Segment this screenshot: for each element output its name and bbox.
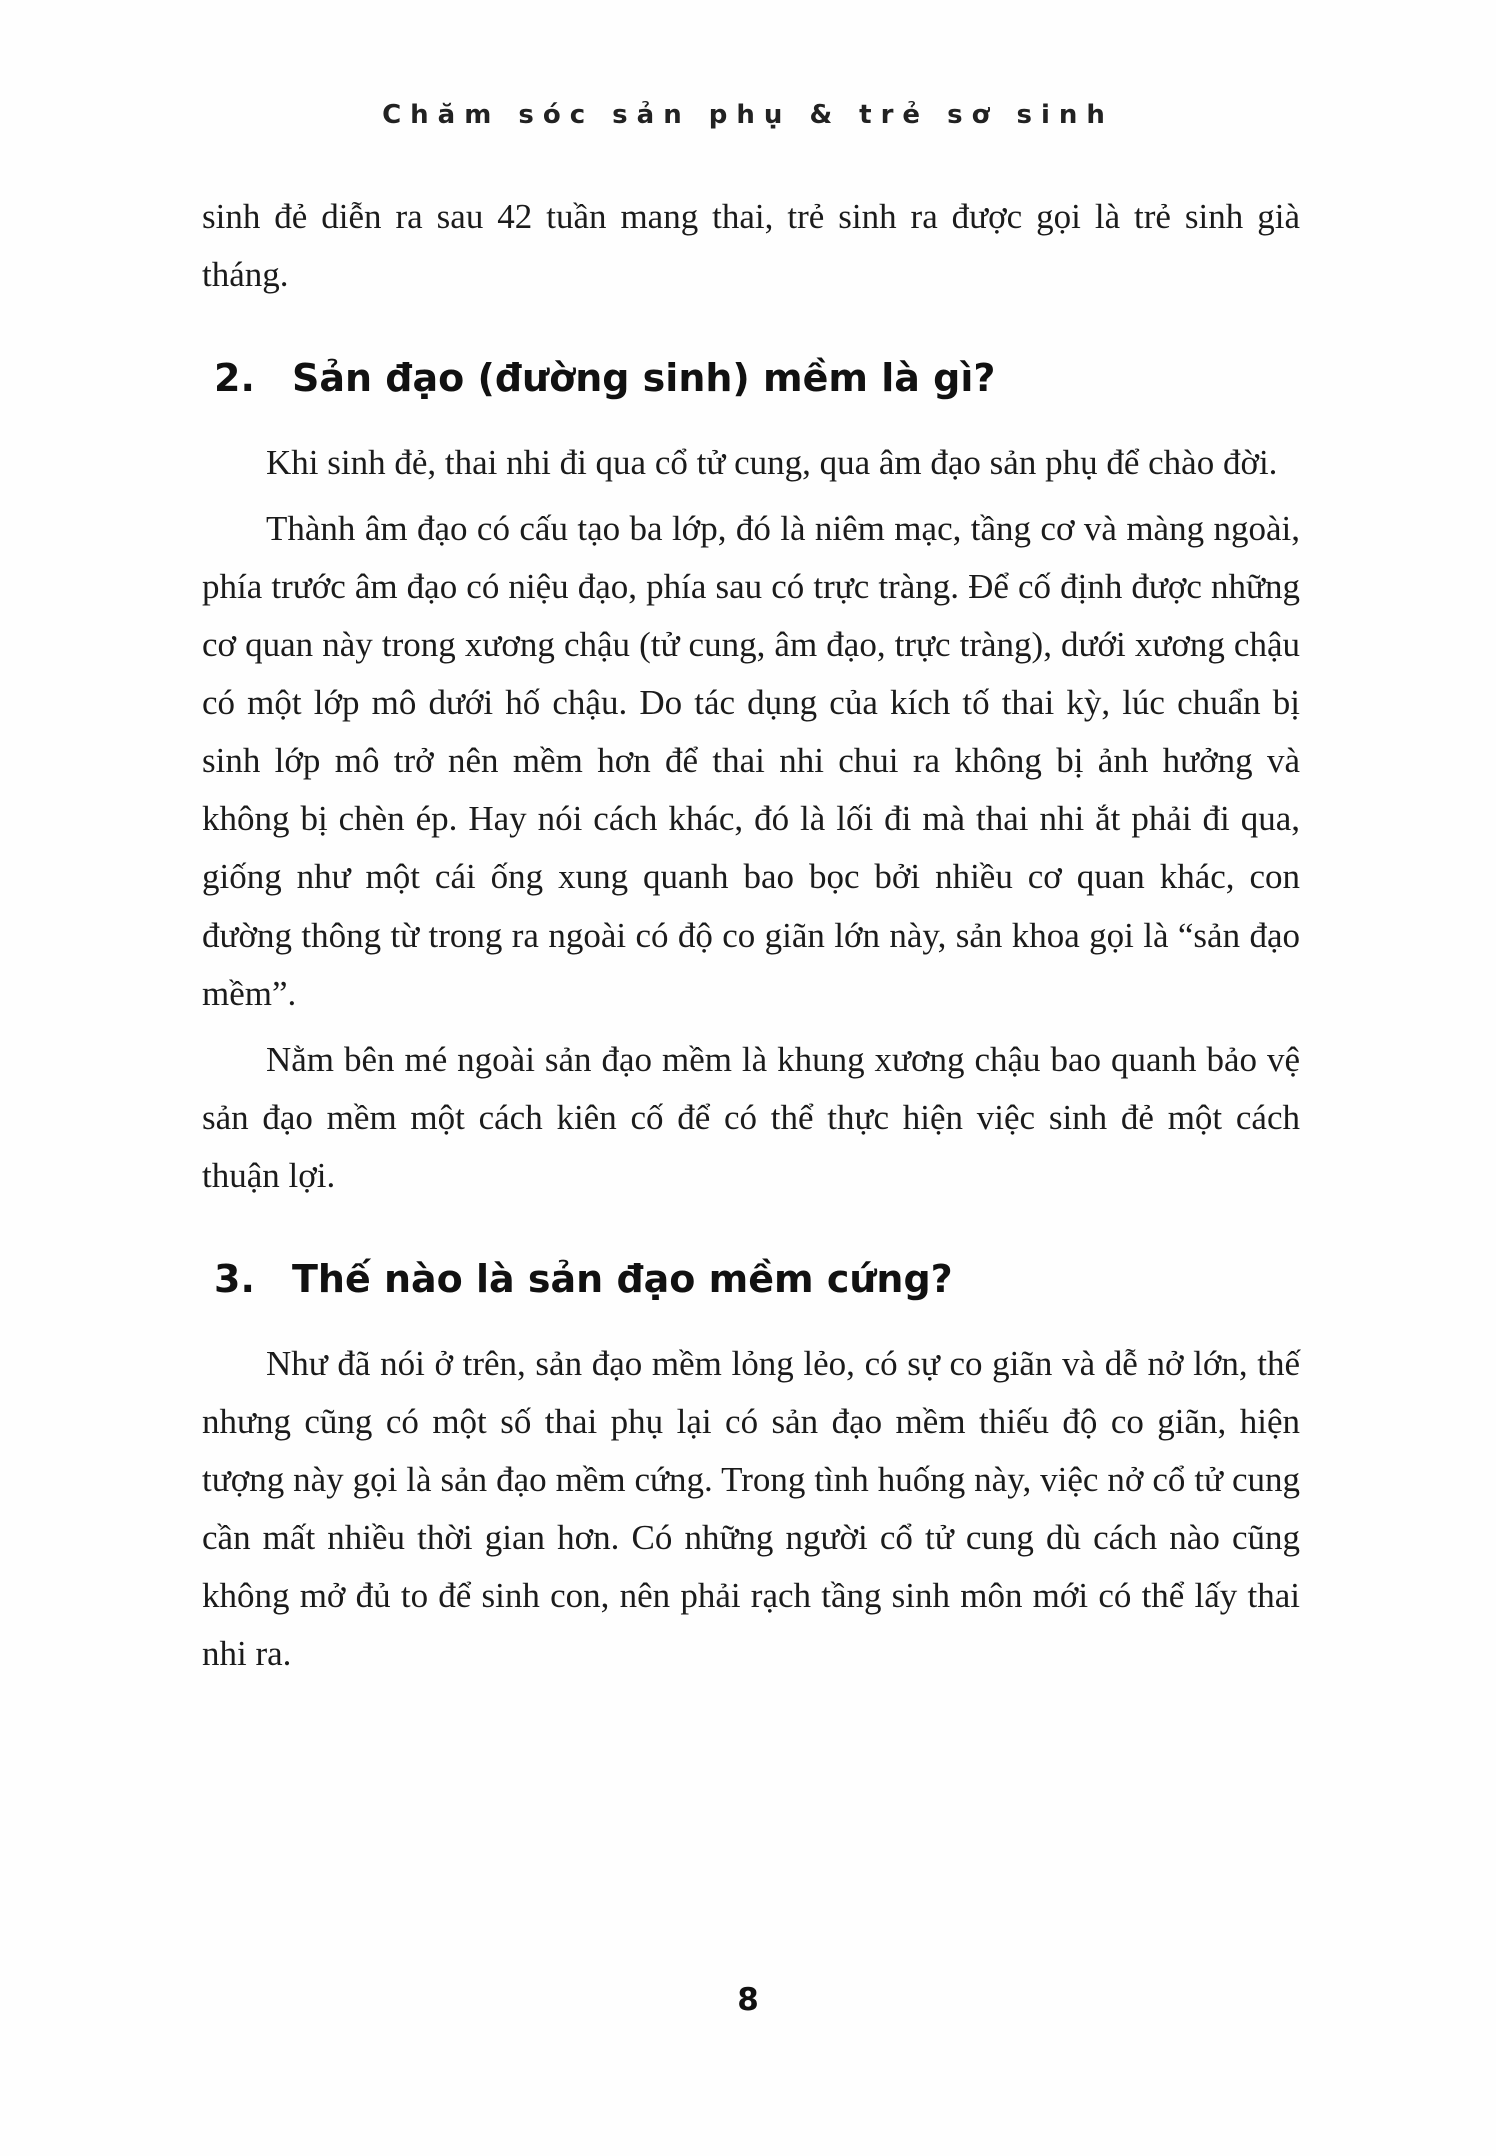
paragraph: Thành âm đạo có cấu tạo ba lớp, đó là niêm mạc, tầng cơ và màng ngoài, phía trước âm đạo có niệu đạo, phía sau có trực tràng. Để cố định được những cơ quan này trong xương chậu (tử cung, âm đạo, trực tràng), dưới xương chậu có một lớp mô dưới hố chậu. Do tác dụng của kích tố thai kỳ, lúc chuẩn bị sinh lớp mô trở nên mềm hơn để thai nhi chui ra không bị ảnh hưởng và không bị chèn ép. Hay nói cách khác, đó là lối đi mà thai nhi ắt phải đi qua, giống như một cái ống xung quanh bao bọc bởi nhiều cơ quan khác, con đường thông từ trong ra ngoài có độ co giãn lớn này, sản khoa gọi là “sản đạo mềm”. [202, 508, 1300, 1013]
running-header: Chăm sóc sản phụ & trẻ sơ sinh [382, 100, 1114, 130]
section-heading-3 [214, 1257, 1300, 1303]
section-title: Sản đạo (đường sinh) mềm là gì? [292, 356, 996, 401]
page-content [202, 188, 1300, 1691]
paragraph: Như đã nói ở trên, sản đạo mềm lỏng lẻo, có sự co giãn và dễ nở lớn, thế nhưng cũng có một số thai phụ lại có sản đạo mềm thiếu độ co giãn, hiện tượng này gọi là sản đạo mềm cứng. Trong tình huống này, việc nở cổ tử cung cần mất nhiều thời gian hơn. Có những người cổ tử cung dù cách nào cũng không mở đủ to để sinh con, nên phải rạch tầng sinh môn mới có thể lấy thai nhi ra. [202, 1343, 1300, 1674]
section-number: 2. [214, 356, 255, 401]
section-title: Thế nào là sản đạo mềm cứng? [292, 1257, 953, 1301]
paragraph: Nằm bên mé ngoài sản đạo mềm là khung xương chậu bao quanh bảo vệ sản đạo mềm một cách kiên cố để có thể thực hiện việc sinh đẻ một cách thuận lợi. [202, 1039, 1300, 1195]
section-heading-2 [214, 356, 1300, 402]
page-number: 8 [737, 1982, 759, 2018]
paragraph-continuation: sinh đẻ diễn ra sau 42 tuần mang thai, trẻ sinh ra được gọi là trẻ sinh già tháng. [202, 197, 1300, 295]
paragraph: Khi sinh đẻ, thai nhi đi qua cổ tử cung, qua âm đạo sản phụ để chào đời. [266, 442, 1278, 482]
section-number: 3. [214, 1257, 255, 1301]
